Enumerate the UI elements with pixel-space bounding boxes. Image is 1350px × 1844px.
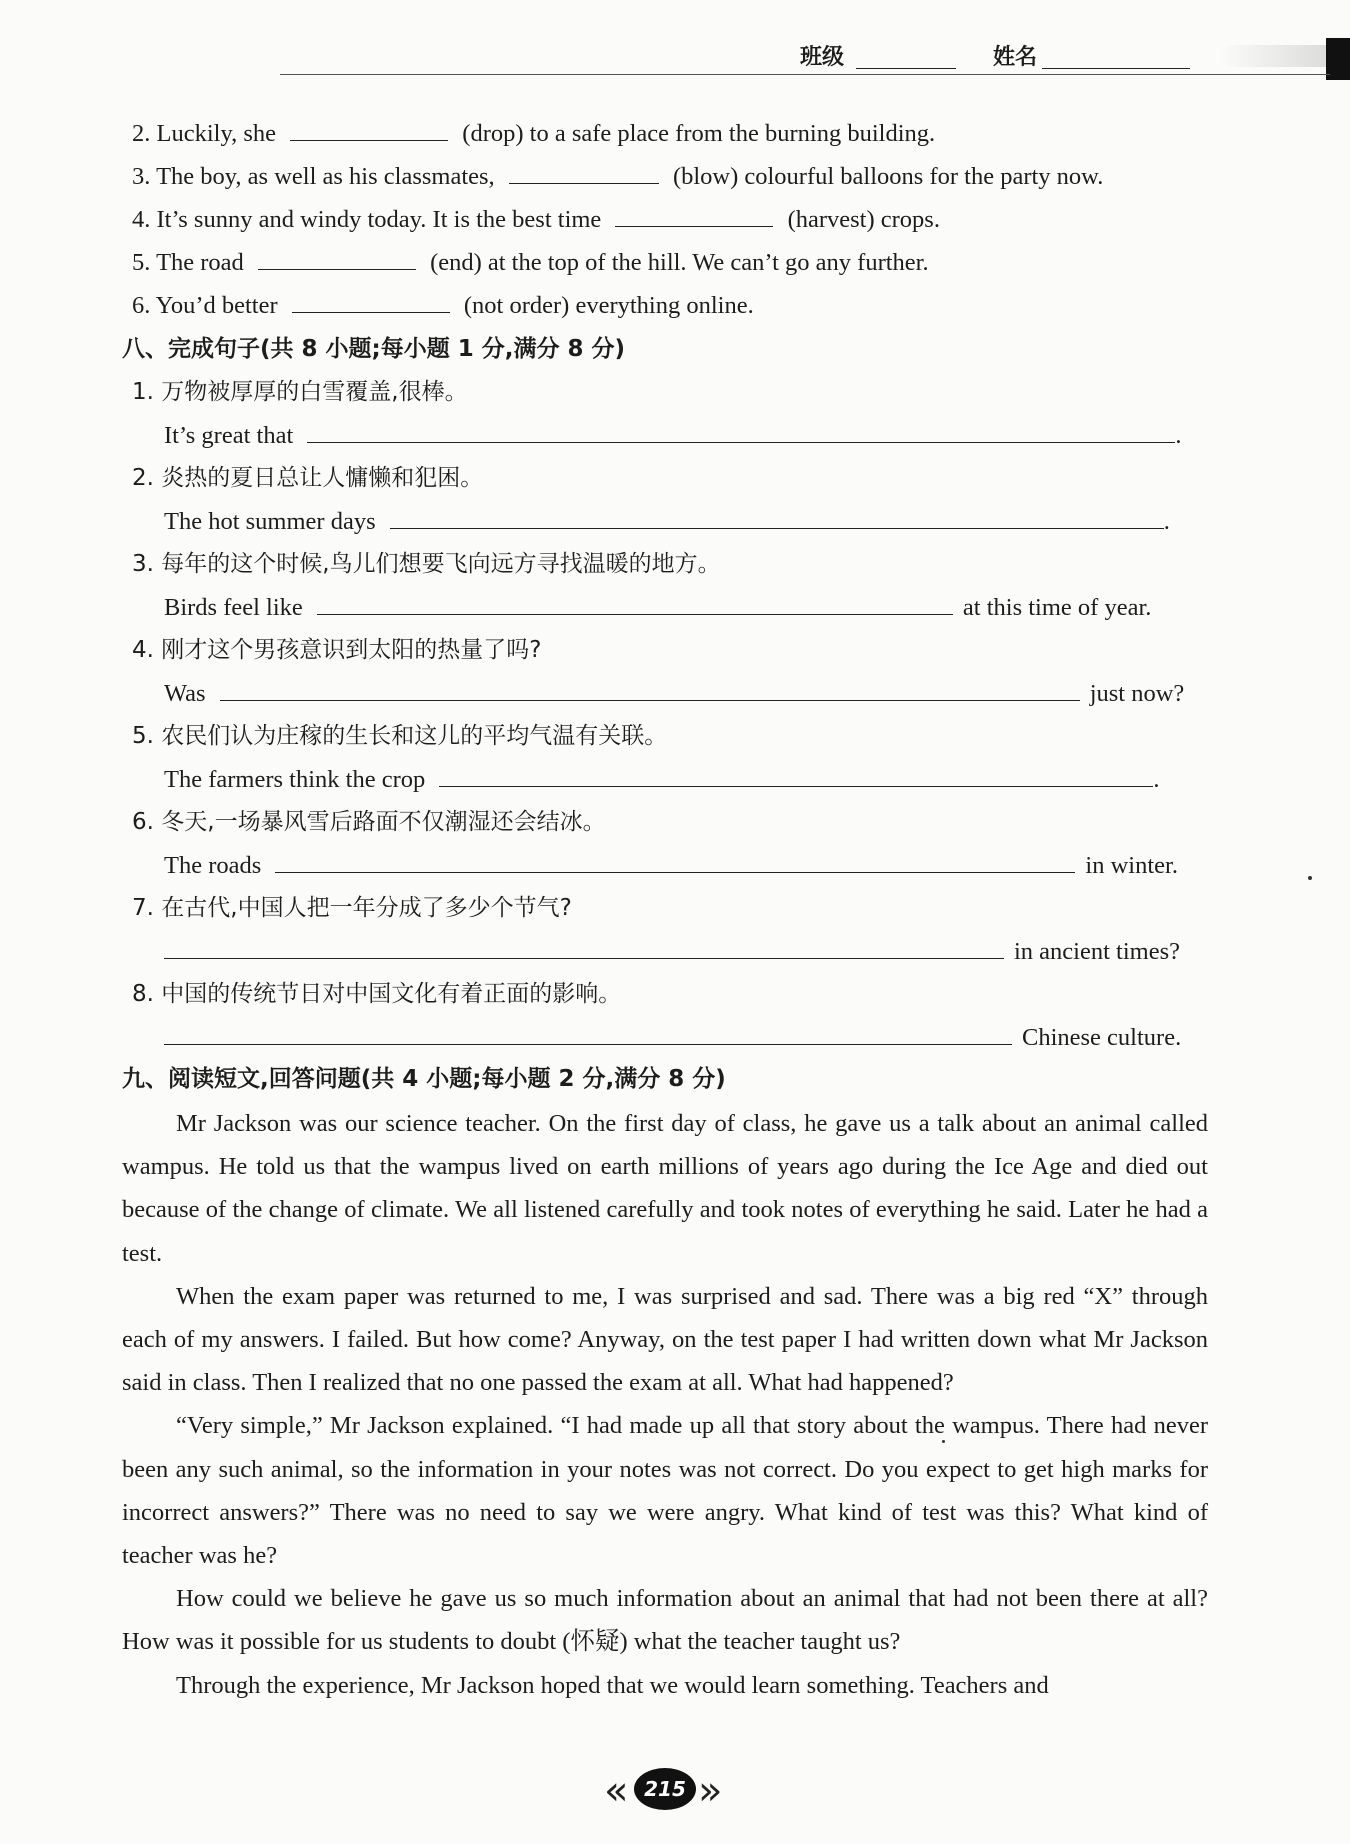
chinese-sentence: 炎热的夏日总让人慵懒和犯困。 <box>161 465 484 491</box>
item-number: 2. <box>132 465 154 491</box>
translation-answer-line <box>164 592 1151 623</box>
translation-prompt <box>132 893 572 923</box>
translation-answer-line <box>164 506 1170 537</box>
item-text-after: (end) at the top of the hill. We can’t go any further. <box>430 249 929 276</box>
answer-blank[interactable] <box>164 1022 1012 1045</box>
answer-lead-text: The hot summer days <box>164 508 376 535</box>
translation-prompt <box>132 463 483 493</box>
item-number: 3. <box>132 551 154 577</box>
item-text-before: You’d better <box>155 292 278 319</box>
item-number: 4. <box>132 637 154 663</box>
answer-lead-text: The roads <box>164 852 262 879</box>
scan-speck <box>942 1440 945 1443</box>
translation-prompt <box>132 721 667 751</box>
chinese-sentence: 农民们认为庄稼的生长和这儿的平均气温有关联。 <box>161 723 668 749</box>
answer-tail-text: . <box>1153 766 1160 793</box>
item-number: 6. <box>132 809 154 835</box>
answer-lead-text: The farmers think the crop <box>164 766 426 793</box>
chinese-sentence: 每年的这个时候,鸟儿们想要飞向远方寻找温暖的地方。 <box>161 551 721 577</box>
answer-blank[interactable] <box>275 850 1075 873</box>
translation-answer-line <box>164 850 1178 881</box>
item-number: 2. <box>132 120 151 147</box>
answer-blank[interactable] <box>164 936 1004 959</box>
double-chevron-left-icon: « <box>604 1768 629 1814</box>
item-number: 3. <box>132 163 151 190</box>
translation-answer-line <box>164 936 1180 967</box>
item-text-before: It’s sunny and windy today. It is the best time <box>156 206 602 233</box>
header-shade <box>1220 45 1326 67</box>
class-field[interactable] <box>856 68 956 69</box>
fill-item <box>132 118 935 149</box>
answer-blank[interactable] <box>317 592 953 615</box>
fill-item <box>132 290 754 321</box>
fill-item <box>132 161 1103 192</box>
answer-blank[interactable] <box>509 161 659 184</box>
answer-lead-text: Birds feel like <box>164 594 303 621</box>
answer-blank[interactable] <box>439 764 1153 787</box>
answer-blank[interactable] <box>220 678 1080 701</box>
item-text-before: The road <box>156 249 244 276</box>
chinese-sentence: 刚才这个男孩意识到太阳的热量了吗? <box>161 637 542 663</box>
translation-answer-line <box>164 420 1182 451</box>
translation-prompt <box>132 377 468 407</box>
page-number: 215 <box>634 1768 696 1810</box>
chinese-sentence: 冬天,一场暴风雪后路面不仅潮湿还会结冰。 <box>161 809 606 835</box>
answer-tail-text: just now? <box>1089 680 1185 707</box>
fill-item <box>132 204 940 235</box>
answer-lead-text: Was <box>164 680 206 707</box>
item-text-after: (not order) everything online. <box>463 292 754 319</box>
scan-speck <box>1308 876 1312 880</box>
answer-tail-text: in ancient times? <box>1014 938 1180 965</box>
answer-blank[interactable] <box>615 204 773 227</box>
answer-blank[interactable] <box>307 420 1175 443</box>
double-chevron-right-icon: » <box>698 1768 723 1814</box>
section-8-title: 八、完成句子(共 8 小题;每小题 1 分,满分 8 分) <box>122 336 626 362</box>
item-number: 8. <box>132 981 154 1007</box>
translation-answer-line <box>164 764 1159 795</box>
class-label: 班级 <box>800 45 845 70</box>
item-text-after: (harvest) crops. <box>787 206 940 233</box>
passage-paragraph: Through the experience, Mr Jackson hoped that we would learn something. Teachers and <box>176 1671 1049 1699</box>
passage-paragraph: How could we believe he gave us so much information about an animal that had not been there at all? How was it possible for us students to doubt (怀疑) what the teacher taught us? <box>122 1585 1208 1656</box>
answer-tail-text: at this time of year. <box>962 594 1152 621</box>
answer-tail-text: Chinese culture. <box>1022 1024 1182 1051</box>
name-field[interactable] <box>1042 68 1190 69</box>
answer-tail-text: . <box>1175 422 1182 449</box>
answer-tail-text: in winter. <box>1085 852 1178 879</box>
answer-blank[interactable] <box>258 247 416 270</box>
answer-blank[interactable] <box>390 506 1164 529</box>
answer-tail-text: . <box>1163 508 1170 535</box>
passage-paragraph: “Very simple,” Mr Jackson explained. “I had made up all that story about the wampus. There had never been any such animal, so the information in your notes was not correct. Do you expect to get high marks for incorrect answers?” There was no need to say we were angry. What kind of test was this? What kind of teacher was he? <box>122 1412 1208 1570</box>
translation-prompt <box>132 635 541 665</box>
translation-answer-line <box>164 1022 1181 1053</box>
item-number: 1. <box>132 379 154 405</box>
answer-lead-text: It’s great that <box>164 422 294 449</box>
chinese-sentence: 中国的传统节日对中国文化有着正面的影响。 <box>161 981 622 1007</box>
name-label: 姓名 <box>993 45 1038 70</box>
item-number: 5. <box>132 249 151 276</box>
translation-prompt <box>132 549 721 579</box>
translation-answer-line <box>164 678 1184 709</box>
item-number: 5. <box>132 723 154 749</box>
page-header <box>780 38 1210 72</box>
chinese-sentence: 在古代,中国人把一年分成了多少个节气? <box>161 895 572 921</box>
item-text-before: Luckily, she <box>156 120 277 147</box>
item-number: 6. <box>132 292 151 319</box>
section-9-title: 九、阅读短文,回答问题(共 4 小题;每小题 2 分,满分 8 分) <box>122 1066 726 1092</box>
passage-paragraph: Mr Jackson was our science teacher. On the first day of class, he gave us a talk about an animal called wampus. He told us that the wampus lived on earth millions of years ago during the Ice Age and died out because of the change of climate. We all listened carefully and took notes of everything he said. Later he had a test. <box>122 1110 1208 1267</box>
answer-blank[interactable] <box>290 118 448 141</box>
translation-prompt <box>132 979 621 1009</box>
header-rule <box>280 74 1330 75</box>
item-number: 4. <box>132 206 151 233</box>
chinese-sentence: 万物被厚厚的白雪覆盖,很棒。 <box>161 379 468 405</box>
item-text-after: (blow) colourful balloons for the party now. <box>672 163 1104 190</box>
page-number-badge <box>604 1764 723 1814</box>
item-text-after: (drop) to a safe place from the burning building. <box>462 120 936 147</box>
translation-prompt <box>132 807 606 837</box>
reading-passage <box>122 1102 1208 1707</box>
item-number: 7. <box>132 895 154 921</box>
fill-item <box>132 247 929 278</box>
answer-blank[interactable] <box>292 290 450 313</box>
item-text-before: The boy, as well as his classmates, <box>156 163 495 190</box>
passage-paragraph: When the exam paper was returned to me, I was surprised and sad. There was a big red “X” through each of my answers. I failed. But how come? Anyway, on the test paper I had written down what Mr Jackson said in class. Then I realized that no one passed the exam at all. What had happened? <box>122 1282 1208 1397</box>
